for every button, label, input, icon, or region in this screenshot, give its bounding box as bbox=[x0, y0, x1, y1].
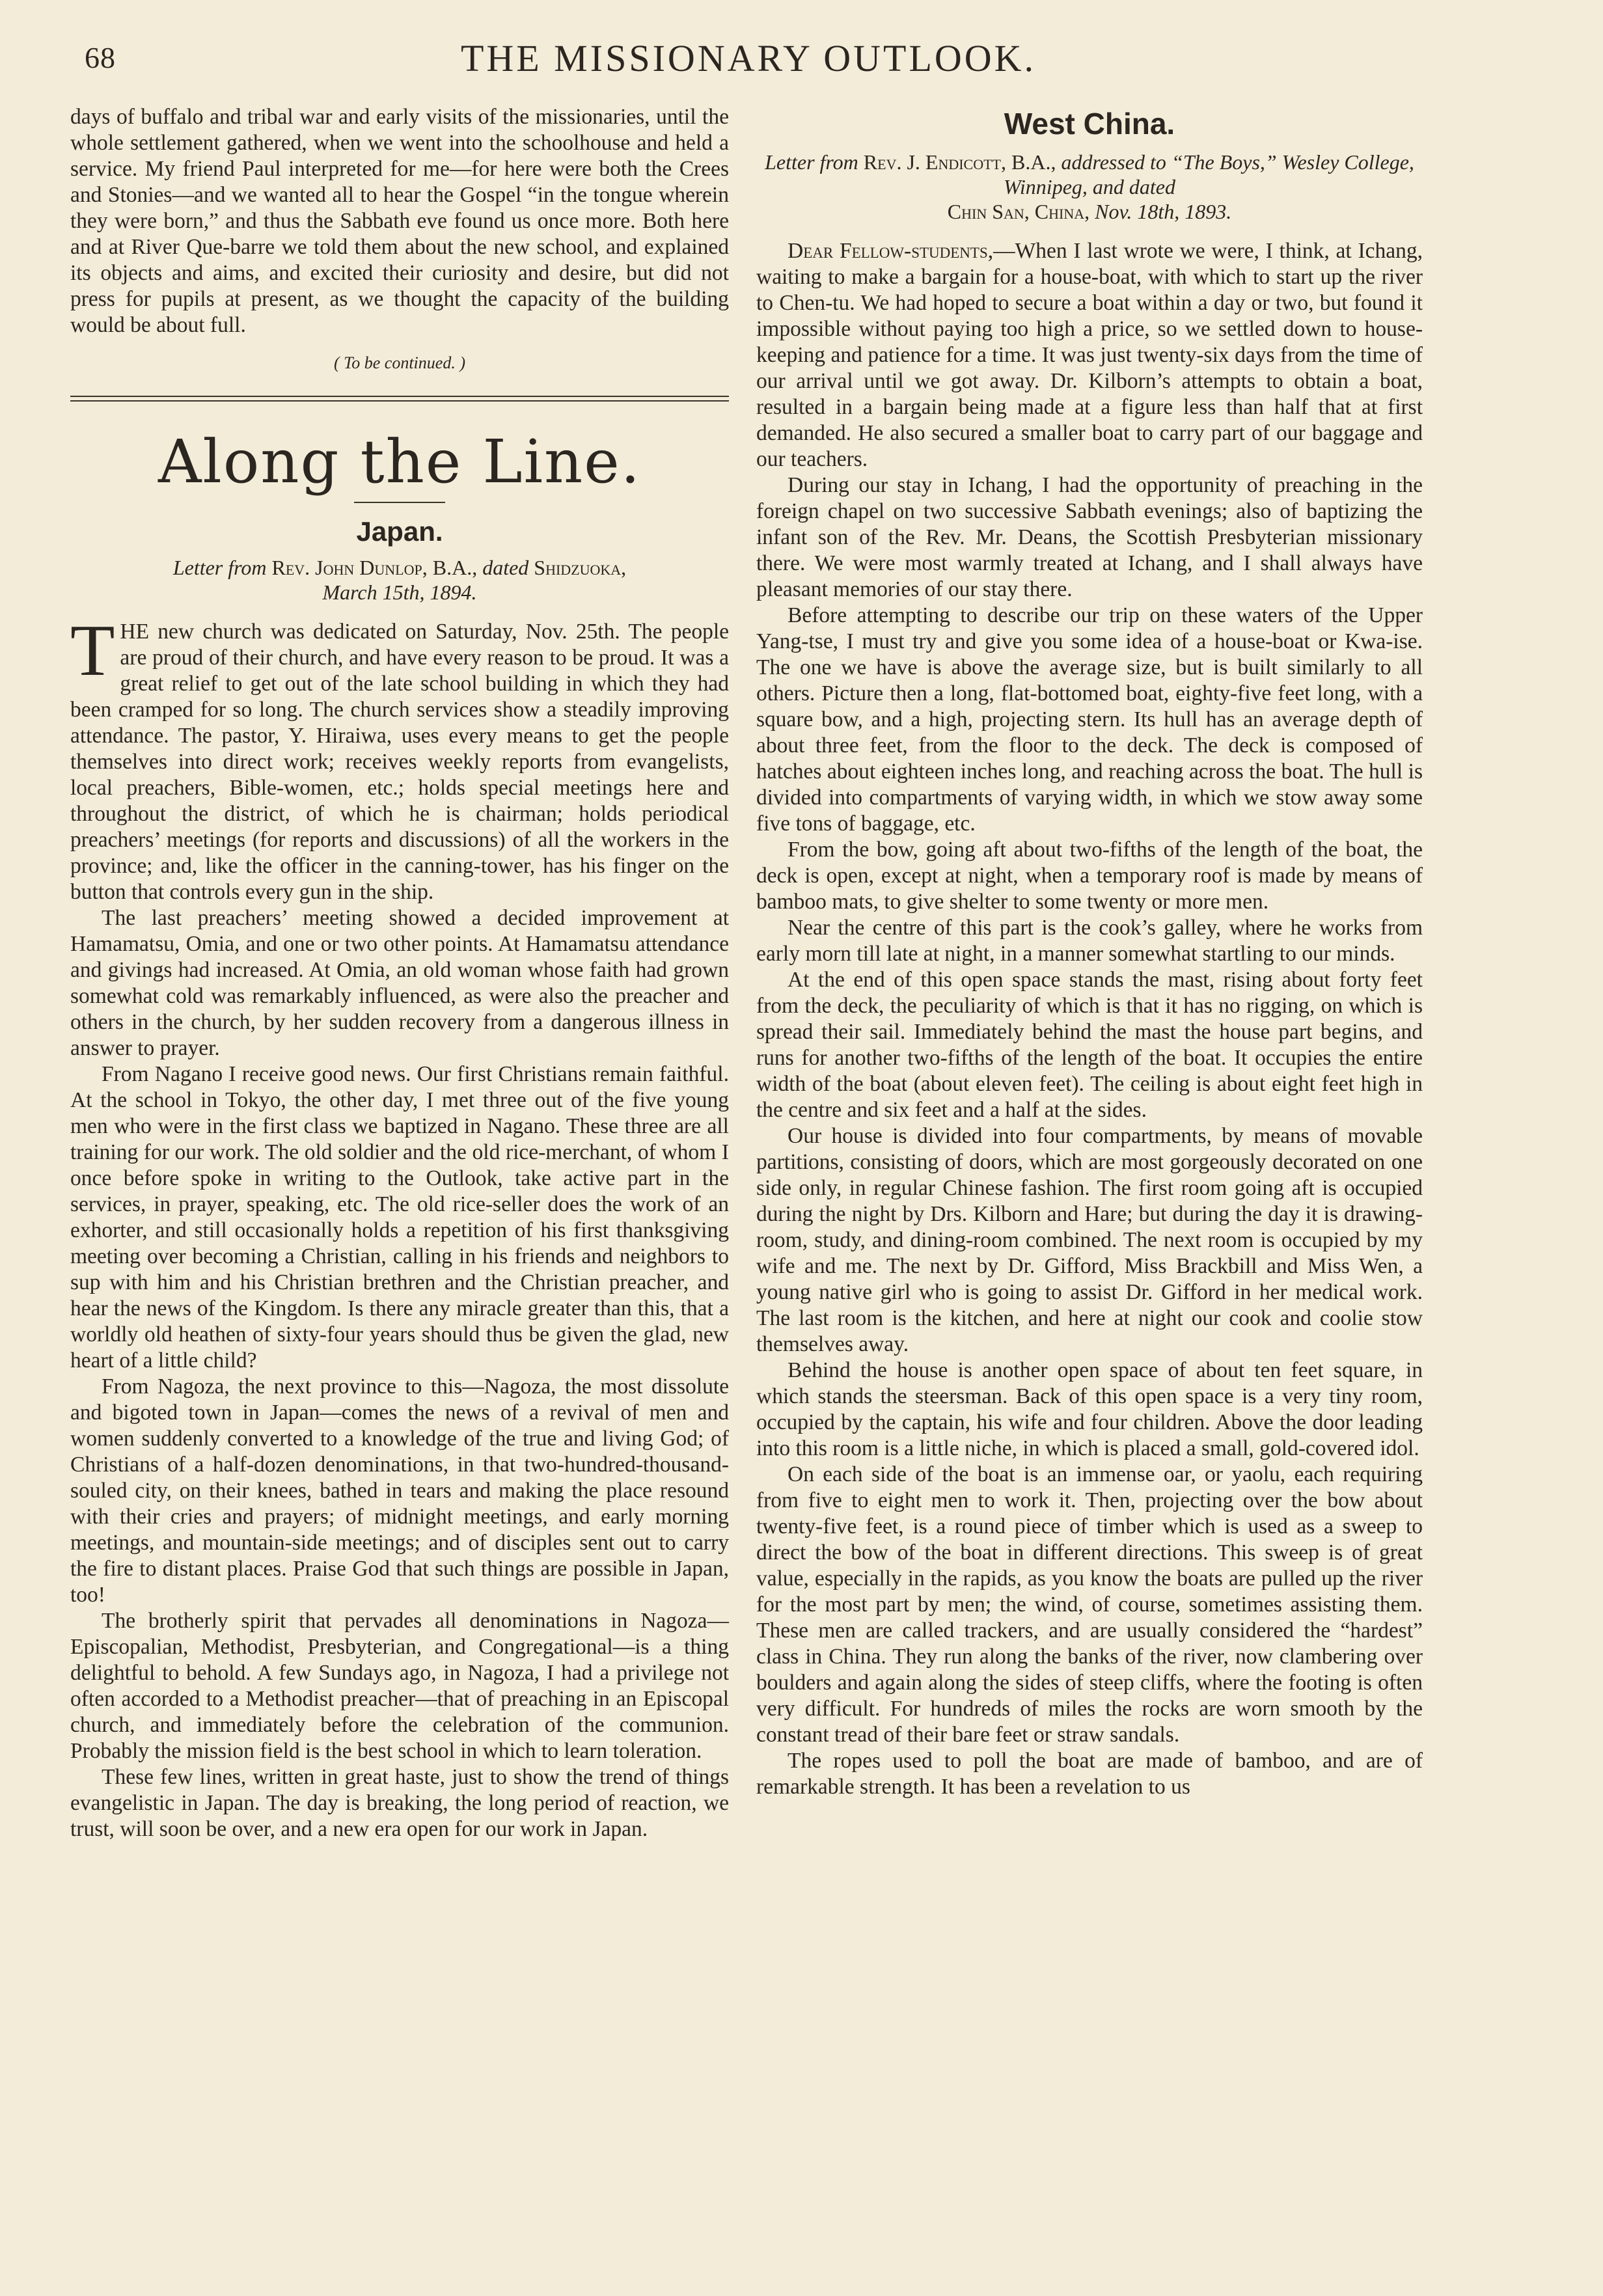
japan-heading: Japan. bbox=[356, 516, 443, 547]
west-china-paragraph-5: Near the centre of this part is the cook’s galley, where he works from early morn till late at night, in a manner somewhat startling to our minds. bbox=[756, 916, 1423, 966]
byline-author: Rev. J. Endicott, B.A., bbox=[863, 150, 1056, 174]
byline-date: March 15th, 1894. bbox=[322, 581, 477, 604]
byline-date: Nov. 18th, 1893. bbox=[1095, 200, 1232, 223]
title-underline bbox=[354, 502, 445, 503]
byline-letter-from: Letter from bbox=[172, 556, 267, 579]
byline-dated: dated bbox=[482, 556, 529, 579]
west-china-heading: West China. bbox=[1004, 107, 1175, 141]
west-china-paragraph-7: Our house is divided into four compartments, by means of movable partitions, consisting of doors, which are most gorgeously decorated on one side only, in regular Chinese fashion. The first room going aft is occupied during the night by Drs. Kilborn and Hare; but during the day it is drawing-room, study, and dining-room combined. The next room is occupied by my wife and me. The next by Dr. Gifford, Miss Brackbill and Miss Wen, a young native girl who is going to assist Dr. Gifford in her medical work. The last room is the kitchen, and here at night our cook and coolie stow themselves away. bbox=[756, 1124, 1423, 1356]
japan-paragraph-3: From Nagano I receive good news. Our first Christians remain faithful. At the school in Tokyo, the other day, I met three out of the five young men who were in the first class we baptized in Nagano. These three are all training for our work. The old soldier and the old rice-merchant, of whom I once before spoke in writing to the Outlook, take active part in the services, in prayer, speaking, etc. The old rice-seller does the work of an exhorter, and still occasionally holds a repetition of his first thanksgiving meeting over becoming a Christian, calling in his friends and neighbors to sup with him and his Christian brethren and the Christian preacher, and hear the news of the Kingdom. Is there any miracle greater than this, that a worldly old heathen of sixty-four years should thus be given the glad, new heart of a little child? bbox=[70, 1062, 729, 1373]
page-number: 68 bbox=[85, 41, 116, 74]
section-title: Along the Line. bbox=[158, 427, 641, 497]
byline-place: Shidzuoka, bbox=[534, 556, 627, 579]
west-china-paragraph-8: Behind the house is another open space of about ten feet square, in which stands the steersman. Back of this open space is a very tiny room, occupied by the captain, his wife and four children. Above the door leading into this room is a little niche, in which is placed a small, gold-covered idol. bbox=[756, 1358, 1423, 1460]
byline-addressed: addressed to “The Boys,” Wesley College, Winnipeg, and dated bbox=[1004, 150, 1414, 198]
byline-letter-from: Letter from bbox=[765, 150, 858, 174]
to-be-continued-note: ( To be continued. ) bbox=[334, 353, 465, 372]
japan-paragraph-6: These few lines, written in great haste, just to show the trend of things evangelistic in Japan. The day is breaking, the long period of reaction, we trust, will soon be over, and a new era open for our work in Japan. bbox=[70, 1765, 729, 1841]
west-china-byline bbox=[756, 150, 1423, 224]
byline-author: Rev. John Dunlop, B.A., bbox=[271, 556, 478, 579]
japan-paragraph-4: From Nagoza, the next province to this—Nagoza, the most dissolute and bigoted town in Japan—comes the news of a revival of men and women suddenly converted to a knowledge of the true and living God; of Christians of a half-dozen denominations, in that two-hundred-thousand-souled city, on their knees, bathed in tears and making the place resound with their cries and prayers; of midnight meetings, and early morning meetings, and mountain-side meetings; and of disciples sent out to carry the fire to distant places. Praise God that such things are possible in Japan, too! bbox=[70, 1374, 729, 1607]
continued-paragraph: days of buffalo and tribal war and early visits of the missionaries, until the whole settlement gathered, when we went into the schoolhouse and held a service. My friend Paul interpreted for me—for here were both the Crees and Stonies—and we wanted all to hear the Gospel “in the tongue wherein they were born,” and thus the Sabbath eve found us once more. Both here and at River Que-barre we told them about the new school, and explained its objects and aims, and excited their curiosity and desire, but did not press for pupils at present, as we thought the capacity of the building would be about full. bbox=[70, 105, 729, 337]
west-china-paragraph-3: Before attempting to describe our trip on these waters of the Upper Yang-tse, I must try and give you some idea of a house-boat or Kwa-ise. The one we have is above the average size, but is built similarly to all others. Picture then a long, flat-bottomed boat, eighty-five feet long, with a square bow, and a high, projecting stern. Its hull has an average depth of about three feet, from the floor to the deck. The deck is composed of hatches about eighteen inches long, and reaching across the boat. The hull is divided into compartments of varying width, in which we stow away some five tons of baggage, etc. bbox=[756, 603, 1423, 836]
japan-byline bbox=[70, 555, 729, 605]
byline-place: Chin San, China, bbox=[947, 200, 1090, 223]
japan-paragraph-5: The brotherly spirit that pervades all denominations in Nagoza—Episcopalian, Methodist, Presbyterian, and Congregational—is a thing delightful to behold. A few Sundays ago, in Nagoza, I had a privilege not often accorded to a Methodist preacher—that of preaching in an Episcopal church, and immediately before the celebration of the communion. Probably the mission field is the best school in which to learn toleration. bbox=[70, 1609, 729, 1763]
west-china-paragraph-6: At the end of this open space stands the mast, rising about forty feet from the deck, the peculiarity of which is that it has no rigging, on which is spread their sail. Immediately behind the mast the house part begins, and runs for another two-fifths of the length of the boat. It occupies the entire width of the boat (about eleven feet). The ceiling is about eight feet high in the centre and six feet and a half at the sides. bbox=[756, 968, 1423, 1122]
west-china-paragraph-9: On each side of the boat is an immense oar, or yaolu, each requiring from five to eight men to work it. Then, projecting over the bow about twenty-five feet, is a round piece of timber which is used as a sweep to direct the bow of the boat in different directions. This sweep is of great value, especially in the rapids, as you know the boats are pulled up the river for the most part by men; the wind, of course, sometimes assisting them. These men are called trackers, and are usually considered the “hardest” class in China. They run along the banks of the river, now clambering over boulders and again along the sides of steep cliffs, where the footing is often very difficult. For hundreds of miles the rocks are worn smooth by the constant tread of their bare feet or straw sandals. bbox=[756, 1462, 1423, 1747]
japan-paragraph-2: The last preachers’ meeting showed a decided improvement at Hamamatsu, Omia, and one or two other points. At Hamamatsu attendance and givings had increased. At Omia, an old woman whose faith had grown somewhat cold was remarkably influenced, as were also the preacher and others in the church, by her sudden recovery from a dangerous illness in answer to prayer. bbox=[70, 906, 729, 1060]
west-china-paragraph-1: Dear Fellow-students,—When I last wrote we were, I think, at Ichang, waiting to make a bargain for a house-boat, with which to start up the river to Chen-tu. We had hoped to secure a boat within a day or two, but found it impossible without paying too high a price, so we settled down to house-keeping and patience for a time. It was just twenty-six days from the time of our arrival until we got away. Dr. Kilborn’s attempts to obtain a boat, resulted in a bargain being made at a figure less than half that at first demanded. He also secured a smaller boat to carry part of our baggage and our teachers. bbox=[756, 239, 1423, 471]
section-divider bbox=[70, 396, 729, 402]
japan-paragraph-1: THE new church was dedicated on Saturday, Nov. 25th. The people are proud of their church, and have every reason to be proud. It was a great relief to get out of the late school building in which they had been cramped for so long. The church services show a steadily improving attendance. The pastor, Y. Hiraiwa, uses every means to get the people themselves into direct work; receives weekly reports from evangelists, local preachers, Bible-women, etc.; holds special meetings here and throughout the district, of which he is chairman; holds periodical preachers’ meetings (for reports and discussions) of all the workers in the province; and, like the officer in the canning-tower, has his finger on the button that controls every gun in the ship. bbox=[70, 610, 729, 904]
west-china-paragraph-10: The ropes used to poll the boat are made of bamboo, and are of remarkable strength. It has been a revelation to us bbox=[756, 1749, 1423, 1799]
west-china-paragraph-4: From the bow, going aft about two-fifths of the length of the boat, the deck is open, except at night, when a temporary roof is made by means of bamboo mats, to give shelter to some twenty or more men. bbox=[756, 838, 1423, 914]
drop-cap: T bbox=[70, 610, 115, 691]
right-column bbox=[756, 104, 1423, 1800]
salutation: Dear Fellow-students, bbox=[788, 239, 994, 263]
running-title: THE MISSIONARY OUTLOOK. bbox=[460, 37, 1037, 79]
west-china-paragraph-2: During our stay in Ichang, I had the opportunity of preaching in the foreign chapel on two successive Sabbath evenings; also of baptizing the infant son of the Rev. Mr. Deans, the Scottish Presbyterian missionary there. We were most warmly treated at Ichang, and I shall always have pleasant memories of our stay there. bbox=[756, 473, 1423, 601]
page-header bbox=[72, 34, 1425, 86]
left-column bbox=[70, 104, 729, 1842]
